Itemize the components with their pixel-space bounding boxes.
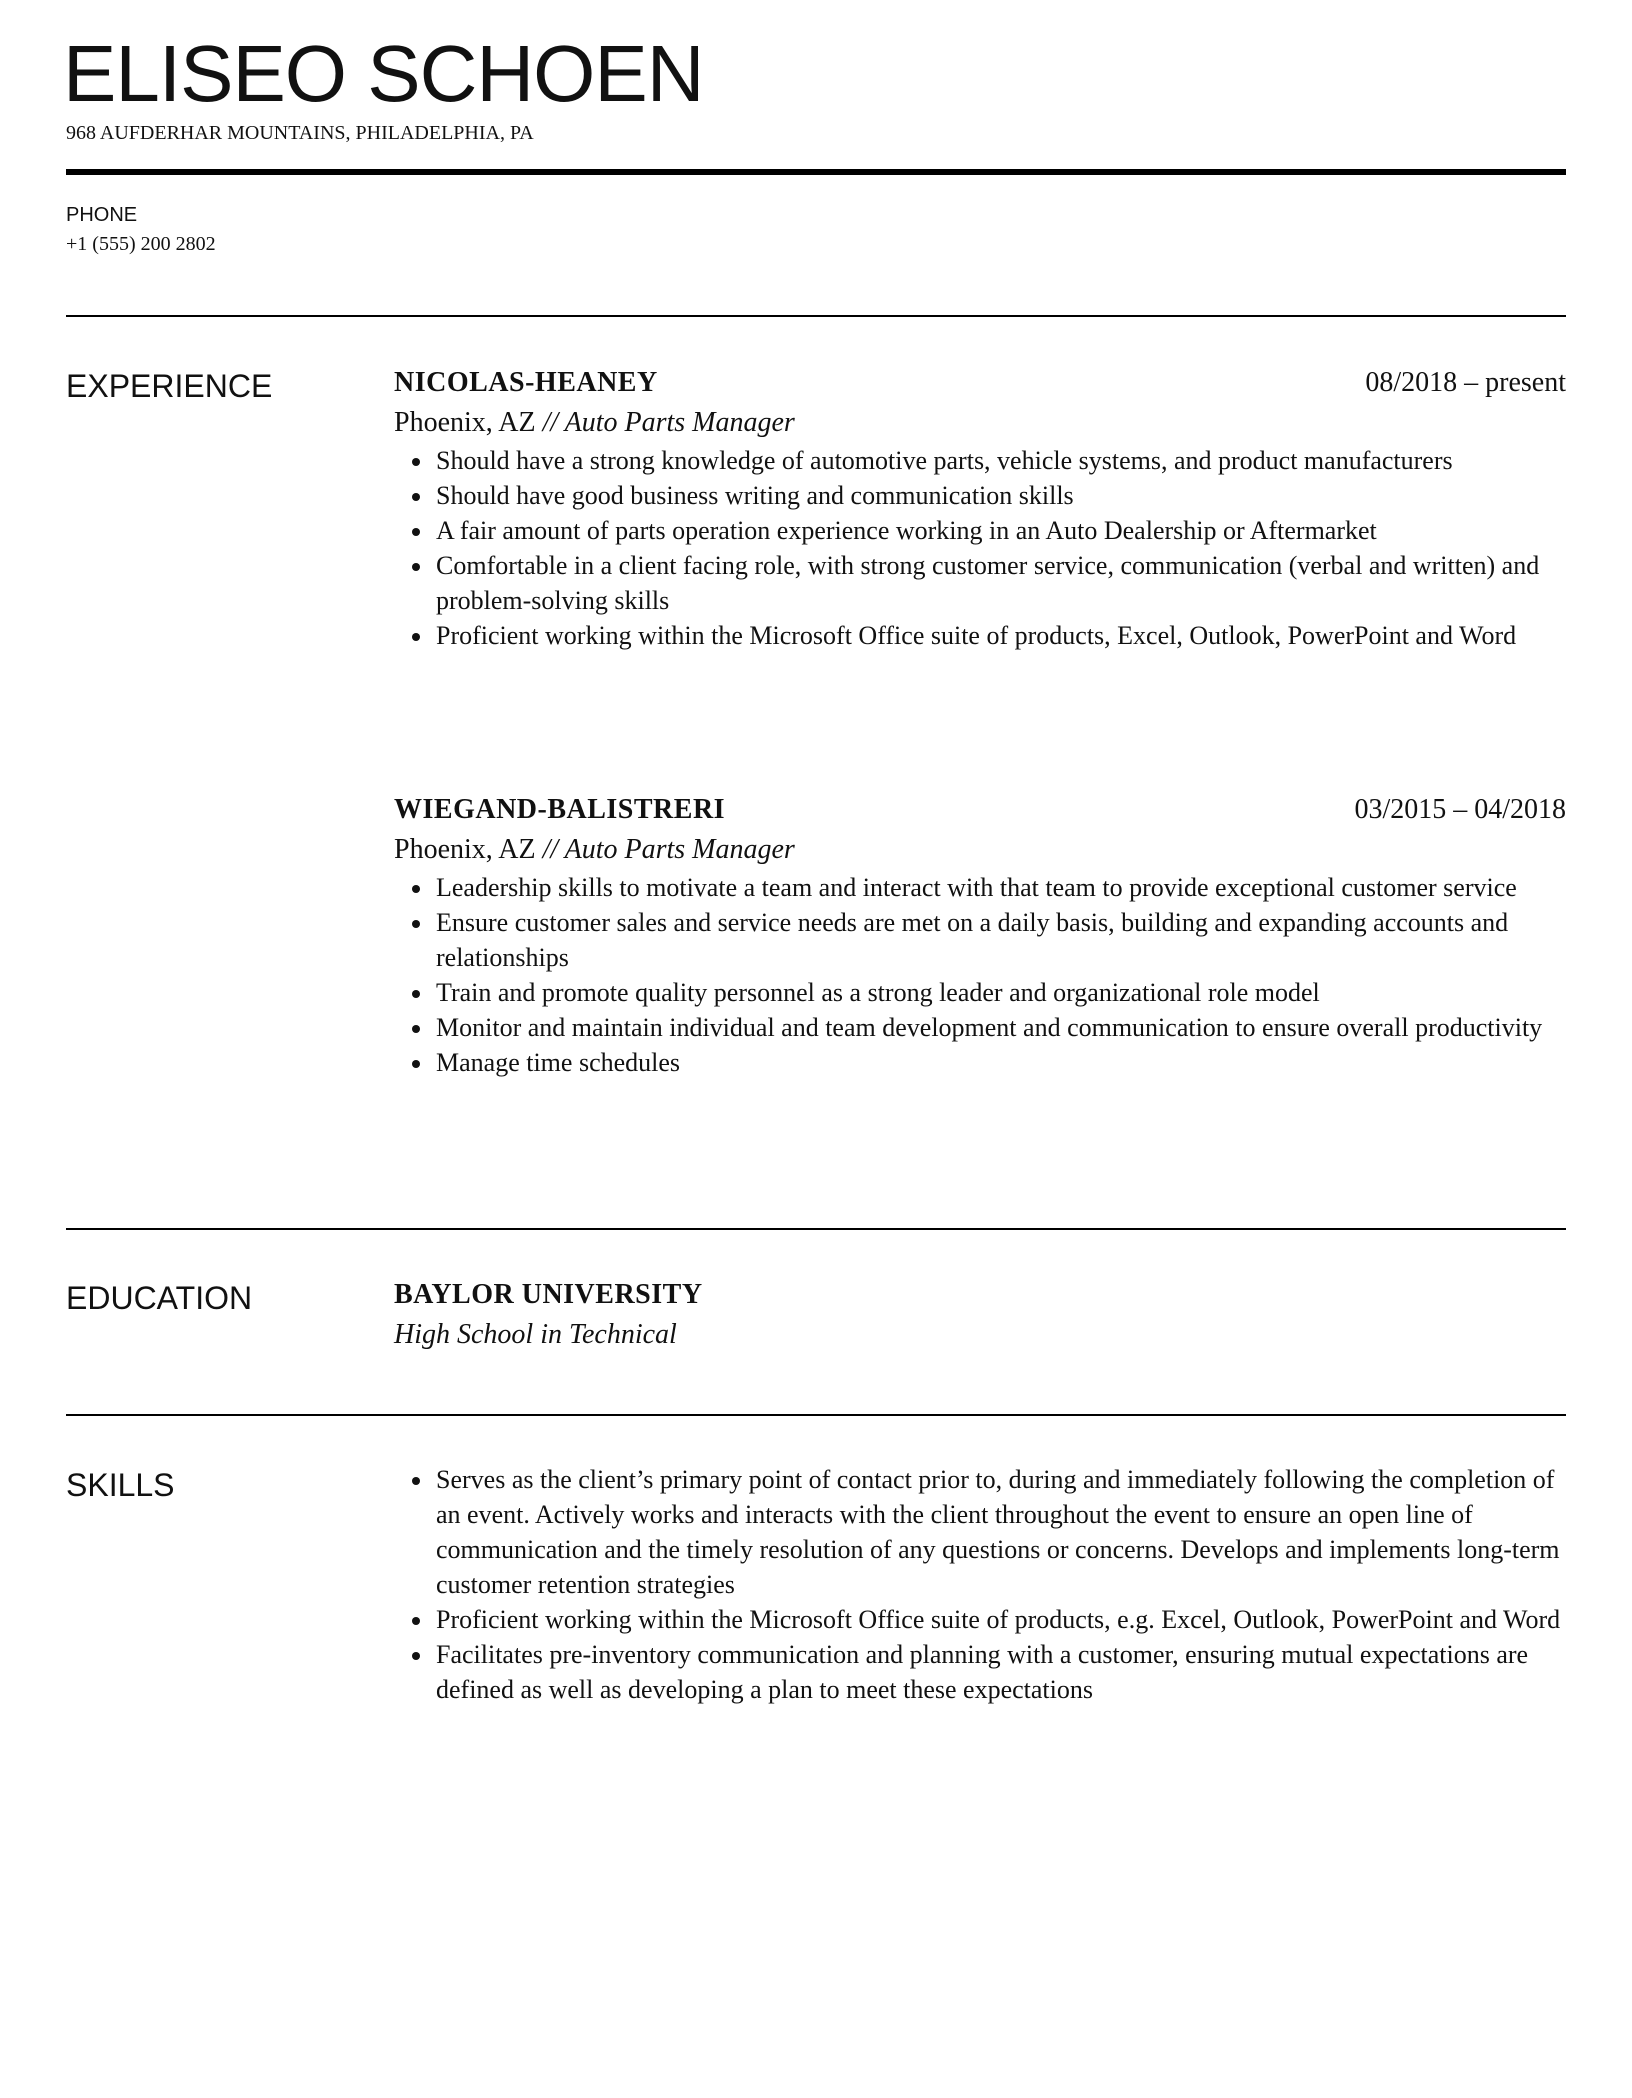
degree: High School in Technical [394, 1319, 677, 1350]
job-dates: 03/2015 – 04/2018 [1354, 794, 1566, 825]
list-item: Proficient working within the Microsoft Office suite of products, e.g. Excel, Outlook, PowerPoint and Word [436, 1602, 1566, 1637]
list-item: Should have good business writing and communication skills [436, 478, 1566, 513]
list-item: Train and promote quality personnel as a strong leader and organizational role model [436, 975, 1566, 1010]
section-divider [66, 1228, 1566, 1230]
job-subtitle [394, 830, 1566, 870]
company-name: NICOLAS-HEANEY [394, 367, 658, 398]
job-entry [394, 790, 1566, 1080]
education-heading: EDUCATION [66, 1280, 253, 1316]
list-item: Leadership skills to motivate a team and interact with that team to provide exceptional customer service [436, 870, 1566, 905]
job-separator: // [535, 834, 565, 865]
section-divider [66, 315, 1566, 317]
company-name: WIEGAND-BALISTRERI [394, 794, 726, 825]
experience-heading: EXPERIENCE [66, 368, 273, 404]
section-divider [66, 1414, 1566, 1416]
job-header [394, 363, 1566, 403]
education-entry [394, 1275, 1566, 1355]
header-divider [66, 169, 1566, 175]
list-item: A fair amount of parts operation experience working in an Auto Dealership or Aftermarket [436, 513, 1566, 548]
list-item: Serves as the client’s primary point of contact prior to, during and immediately following the completion of an event. Actively works and interacts with the client throughout the event to ensure an open line of communication and the timely resolution of any questions or concerns. Develops and implements long-term customer retention strategies [436, 1462, 1566, 1602]
list-item: Manage time schedules [436, 1045, 1566, 1080]
job-header [394, 790, 1566, 830]
job-role: Auto Parts Manager [564, 407, 795, 438]
job-separator: // [535, 407, 565, 438]
job-role: Auto Parts Manager [564, 834, 795, 865]
candidate-address: 968 AUFDERHAR MOUNTAINS, PHILADELPHIA, PA [66, 122, 534, 144]
list-item: Should have a strong knowledge of automotive parts, vehicle systems, and product manufacturers [436, 443, 1566, 478]
list-item: Ensure customer sales and service needs are met on a daily basis, building and expanding accounts and relationships [436, 905, 1566, 975]
job-bullets [394, 443, 1566, 653]
job-dates: 08/2018 – present [1365, 367, 1566, 398]
job-location: Phoenix, AZ [394, 407, 536, 438]
job-bullets [394, 870, 1566, 1080]
job-entry [394, 363, 1566, 653]
skills-list [394, 1462, 1566, 1707]
job-subtitle [394, 403, 1566, 443]
list-item: Monitor and maintain individual and team development and communication to ensure overall productivity [436, 1010, 1566, 1045]
candidate-name: ELISEO SCHOEN [63, 29, 704, 118]
list-item: Proficient working within the Microsoft Office suite of products, Excel, Outlook, PowerPoint and Word [436, 618, 1566, 653]
list-item: Facilitates pre-inventory communication and planning with a customer, ensuring mutual expectations are defined as well as developing a plan to meet these expectations [436, 1637, 1566, 1707]
school-name: BAYLOR UNIVERSITY [394, 1279, 703, 1310]
skills-heading: SKILLS [66, 1467, 175, 1503]
job-location: Phoenix, AZ [394, 834, 536, 865]
list-item: Comfortable in a client facing role, with strong customer service, communication (verbal and written) and problem-solving skills [436, 548, 1566, 618]
skills-entry [394, 1462, 1566, 1707]
phone-label: PHONE [66, 204, 138, 226]
phone-value: +1 (555) 200 2802 [66, 233, 216, 255]
